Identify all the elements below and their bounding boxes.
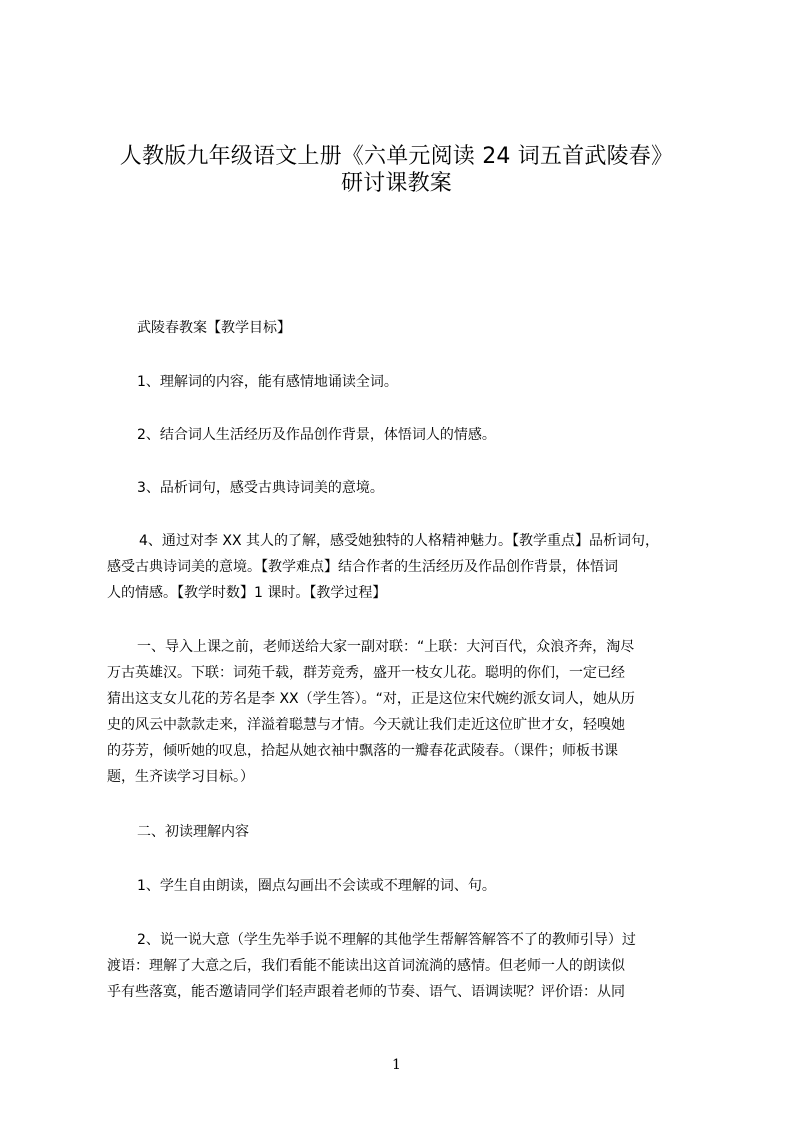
paragraph-intro-line-5: 的芬芳，倾听她的叹息，拾起从她衣袖中飘落的一瓣春花武陵春。（课件；师板书课 (107, 743, 618, 759)
section-heading-first-reading: 二、初读理解内容 (137, 824, 249, 840)
paragraph-reading-step-1: 1、学生自由朗读，圈点勾画出不会读或不理解的词、句。 (137, 878, 496, 894)
paragraph-objective-1: 1、理解词的内容，能有感情地诵读全词。 (137, 374, 398, 390)
paragraph-intro-line-1: 一、导入上课之前，老师送给大家一副对联：“上联：大河百代，众浪齐奔，淘尽 (137, 639, 635, 655)
document-title-line-2: 研讨课教案 (340, 171, 452, 196)
paragraph-objective-4-line-1: 4、通过对李 XX 其人的了解，感受她独特的人格精神魅力。【教学重点】品析词句， (139, 533, 659, 549)
paragraph-intro-line-6: 题，生齐读学习目标。） (107, 769, 254, 785)
paragraph-intro-line-4: 史的风云中款款走来，洋溢着聪慧与才情。今天就让我们走近这位旷世才女，轻嗅她 (107, 717, 625, 733)
section-heading-objectives: 武陵春教案【教学目标】 (137, 320, 291, 336)
paragraph-intro-line-3: 猜出这支女儿花的芳名是李 XX（学生答）。“对，正是这位宋代婉约派女词人，她从历 (107, 691, 635, 707)
paragraph-reading-step-2-line-3: 乎有些落寞，能否邀请同学们轻声跟着老师的节奏、语气、语调读呢？评价语：从同 (107, 984, 625, 1000)
paragraph-objective-4-line-2: 感受古典诗词美的意境。【教学难点】结合作者的生活经历及作品创作背景，体悟词 (107, 559, 618, 575)
page-number: 1 (392, 1057, 401, 1073)
document-title-line-1: 人教版九年级语文上册《六单元阅读 24 词五首武陵春》 (119, 144, 674, 169)
paragraph-reading-step-2-line-1: 2、说一说大意（学生先举手说不理解的其他学生帮解答解答不了的教师引导）过 (137, 932, 636, 948)
paragraph-objective-4-line-3: 人的情感。【教学时数】1 课时。【教学过程】 (107, 585, 387, 601)
paragraph-reading-step-2-line-2: 渡语：理解了大意之后，我们看能不能读出这首词流淌的感情。但老师一人的朗读似 (107, 958, 625, 974)
paragraph-objective-3: 3、品析词句，感受古典诗词美的意境。 (137, 480, 384, 496)
paragraph-objective-2: 2、结合词人生活经历及作品创作背景，体悟词人的情感。 (137, 427, 496, 443)
paragraph-intro-line-2: 万古英雄汉。下联：词苑千载，群芳竞秀，盛开一枝女儿花。聪明的你们，一定已经 (107, 665, 625, 681)
